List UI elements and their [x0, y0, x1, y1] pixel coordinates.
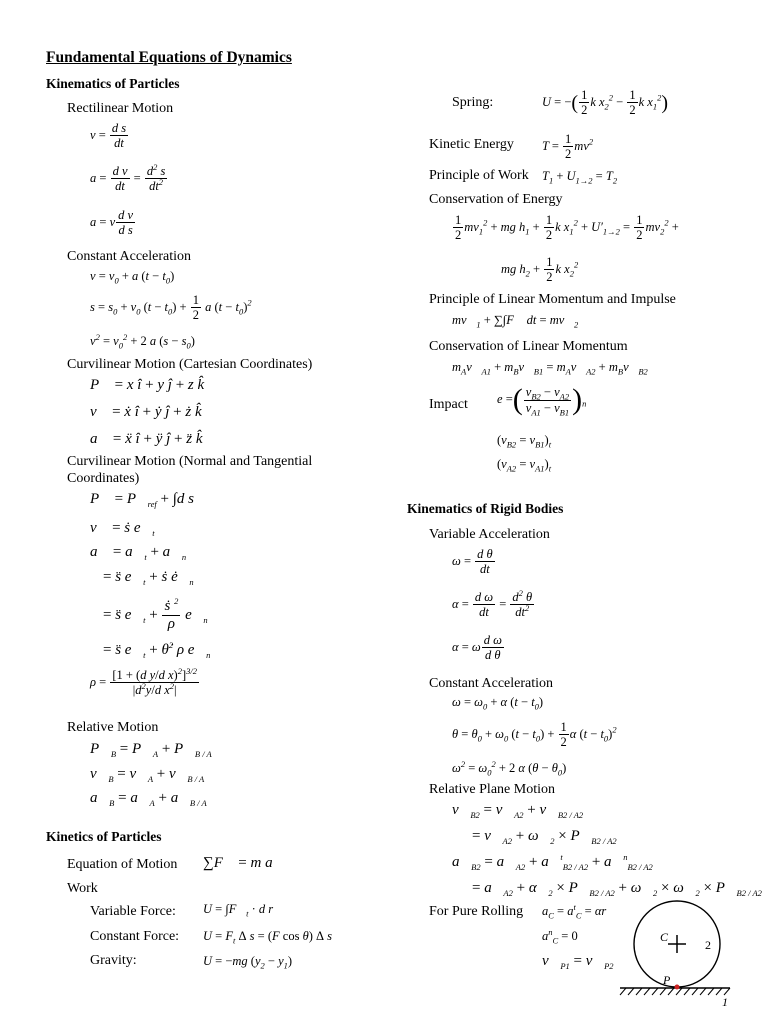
equation-velocity: v = $\frac{\text{d s}}{dt}$	[90, 121, 127, 151]
label-constant-force: Constant Force:	[90, 929, 180, 944]
equation-angular-acceleration-omega: α = ω $\frac{\text{d ω}}{\text{d θ}}$	[452, 633, 502, 663]
equation-rb-const-theta: $\theta = \theta_0 + \omega_0$ $(t - t_0)$ + $\frac{1}{2}$ α $(t - t_0)^2$	[452, 720, 617, 750]
equation-const-acc-velocity: $v = v_0 + a$ $(t - t_0)$	[90, 269, 175, 286]
section-kinematics-particles: Kinematics of Particles	[46, 76, 180, 91]
equation-rel-plane-velocity-1: $v⃗_{B2}$ = $v⃗_{A2}$ + $v⃗_{B2 / A2}$	[452, 802, 584, 820]
equation-conservation-energy-2: mg $h_2$ + $\frac{1}{2}$ k $x_2^2$	[501, 255, 579, 285]
label-conservation-of-energy: Conservation of Energy	[429, 192, 563, 207]
label-center-c: C	[660, 930, 669, 944]
equation-impact-tangential-b: $(v_{B2} = v_{B1})_t$	[497, 433, 552, 450]
label-work: Work	[67, 881, 98, 896]
equation-linear-impulse: $mv⃗_1$ + ∑∫F⃗ dt = $mv⃗_2$	[452, 313, 579, 330]
label-relative-motion: Relative Motion	[67, 720, 159, 735]
equation-radius-of-curvature: ρ = $\frac{[1 + (d y/d x)^2]^{3/2}}{|d^2y/d x^2|}$	[90, 665, 198, 698]
label-curvilinear-nt-line2: Coordinates)	[67, 471, 140, 486]
equation-impact-tangential-a: $(v_{A2} = v_{A1})_t$	[497, 457, 552, 474]
equation-position-vector-cartesian: P⃗ = x î + y ĵ + z k̂	[90, 377, 205, 393]
label-body-2: 2	[705, 938, 711, 952]
equation-rolling-contact-velocity: $v⃗_{P1}$ = $v⃗_{P2}$	[542, 953, 614, 971]
label-variable-acceleration: Variable Acceleration	[429, 527, 550, 542]
equation-acceleration-nt-3: = s̈ $e⃗_t$ + $\frac{ṡ ^2}{\rho}$ $e⃗_n$	[103, 596, 208, 633]
equation-coefficient-restitution: e =( $\frac{v_{B2} - v_{A2}}{v_{A1} - v_{B1}}$ )$_n$	[497, 383, 587, 417]
label-linear-momentum-impulse: Principle of Linear Momentum and Impulse	[429, 292, 676, 307]
equation-relative-position: $P⃗_B$ = $P⃗_A$ + $P⃗_{B / A}$	[90, 741, 212, 759]
label-curvilinear-cartesian: Curvilinear Motion (Cartesian Coordinates)	[67, 357, 313, 372]
equation-rb-const-omega: $\omega = \omega_0 + \alpha$ $(t - t_0)$	[452, 695, 544, 712]
equation-conservation-momentum: $m_Av⃗_{A1}$ + $m_Bv⃗_{B1}$ = $m_Av⃗_{A2}$ + $m_Bv⃗_{B2}$	[452, 360, 648, 377]
equation-rolling-acceleration: $a_C = a^t_C = \alpha r$	[542, 901, 607, 921]
label-conservation-linear-momentum: Conservation of Linear Momentum	[429, 339, 628, 354]
equation-rel-plane-velocity-2: = $v⃗_{A2}$ + $\omega⃗_2$ × $P⃗_{B2 / A2}$	[472, 828, 617, 846]
label-spring: Spring:	[452, 95, 494, 110]
equation-conservation-energy-1: $\frac{1}{2}$ $mv_1^2$ + mg $h_1$ + $\frac{1}{2}$ k $x_1^2 + U'_{1\to 2}$ = $\frac{1}{2}$ $mv_2^2$ +	[455, 213, 679, 243]
label-gravity: Gravity:	[90, 953, 137, 968]
label-kinetic-energy: Kinetic Energy	[429, 137, 514, 152]
equation-kinetic-energy: T = $\frac{1}{2}$ $mv^2$	[542, 132, 594, 162]
label-impact: Impact	[429, 397, 468, 412]
label-variable-force: Variable Force:	[90, 904, 176, 919]
ground-hatching	[620, 988, 730, 995]
equation-relative-acceleration: $a⃗_B$ = $a⃗_A$ + $a⃗_{B / A}$	[90, 790, 207, 808]
label-contact-p: P	[663, 973, 671, 987]
label-pure-rolling: For Pure Rolling	[429, 904, 524, 919]
section-kinematics-rigid-bodies: Kinematics of Rigid Bodies	[407, 501, 564, 516]
equation-acceleration-nt: a⃗ = $a⃗_t$ + $a⃗_n$	[90, 544, 187, 562]
page-title: Fundamental Equations of Dynamics	[46, 49, 292, 66]
label-principle-of-work: Principle of Work	[429, 168, 529, 183]
label-equation-of-motion: Equation of Motion	[67, 857, 178, 872]
equation-acceleration-nt-4: = s̈ $e⃗_t$ + θ̇$^2$ ρ $e⃗_n$	[103, 640, 211, 660]
equation-rolling-normal-acceleration: $a^n_C = 0$	[542, 926, 578, 946]
equation-angular-velocity: ω = $\frac{\text{d θ}}{dt}$	[452, 547, 493, 577]
contact-point-marker	[675, 985, 680, 990]
equation-const-acc-position: $s = s_0 + v_0$ $(t - t_0)$ + $\frac{1}{2}$ a $(t - t_0)^2$	[90, 293, 252, 323]
label-constant-acceleration-rb: Constant Acceleration	[429, 676, 554, 691]
equation-rb-const-omega-squared: $\omega^2 = \omega_0^2 + 2$ α $(\theta - \theta_0)$	[452, 758, 567, 778]
equation-work-variable-force: $U = \int F⃗_t \cdot d$ r⃗	[203, 902, 283, 919]
equation-angular-acceleration: α = $\frac{\text{d ω}}{dt}$ = $\frac{d^2 \theta}{dt^2}$	[452, 587, 533, 620]
label-constant-acceleration: Constant Acceleration	[67, 249, 192, 264]
equation-acceleration-nt-2: = s̈ $e⃗_t$ + ṡ $ė⃗_n$	[103, 569, 194, 587]
label-relative-plane-motion: Relative Plane Motion	[429, 782, 555, 797]
equation-acceleration-vdv: a = v $\frac{\text{d v}}{\text{d s}}$	[90, 208, 134, 238]
label-curvilinear-nt-line1: Curvilinear Motion (Normal and Tangential	[67, 454, 313, 469]
equation-const-acc-v-squared: $v^2 = v_0^2 + 2$ a $(s - s_0)$	[90, 331, 195, 351]
equation-velocity-nt: v⃗ = ṡ $e⃗_t$	[90, 520, 155, 538]
equation-principle-of-work: $T_1 + U_{1\to 2} = T_2$	[542, 169, 618, 186]
equation-rel-plane-acceleration-2: = $a⃗_{A2}$ + $\alpha⃗_2$ × $P⃗_{B2 / A2}$ + $\omega⃗_2$ × $\omega⃗_2$ × $P⃗_{B2 / A2}$	[472, 880, 762, 898]
equation-relative-velocity: $v⃗_B$ = $v⃗_A$ + $v⃗_{B / A}$	[90, 766, 205, 784]
section-kinetics-particles: Kinetics of Particles	[46, 829, 162, 844]
equation-work-constant-force: $U = F_t$ Δ s = (F cos θ) Δ s	[203, 929, 333, 946]
equation-acceleration: a = $\frac{\text{d v}}{dt}$ = $\frac{d^2 s}{dt^2}$	[90, 161, 166, 194]
equation-newton-second-law: ∑F⃗ = m a⃗	[203, 855, 285, 871]
equation-spring-work: U = −( $\frac{1}{2}$ k $x_2^2$ − $\frac{1}{2}$ k $x_1^2$)	[542, 88, 669, 118]
equation-work-gravity: U = −mg $(y_2 - y_1)$	[203, 954, 293, 971]
equation-velocity-vector-cartesian: v⃗ = ẋ î + ẏ ĵ + ż k̂	[90, 404, 202, 420]
equation-acceleration-vector-cartesian: a⃗ = ẍ î + ÿ ĵ + z̈ k̂	[90, 431, 203, 447]
label-ground-1: 1	[722, 995, 728, 1009]
label-rectilinear-motion: Rectilinear Motion	[67, 101, 174, 116]
equation-position-vector-nt: P⃗ = $P⃗_{ref} + \int d$ s⃗	[90, 491, 206, 509]
equation-rel-plane-acceleration-1: $a⃗_{B2}$ = $a⃗_{A2}$ + a⃗$^t_{B2 / A2}$ + a⃗$^n_{B2 / A2}$	[452, 852, 653, 872]
